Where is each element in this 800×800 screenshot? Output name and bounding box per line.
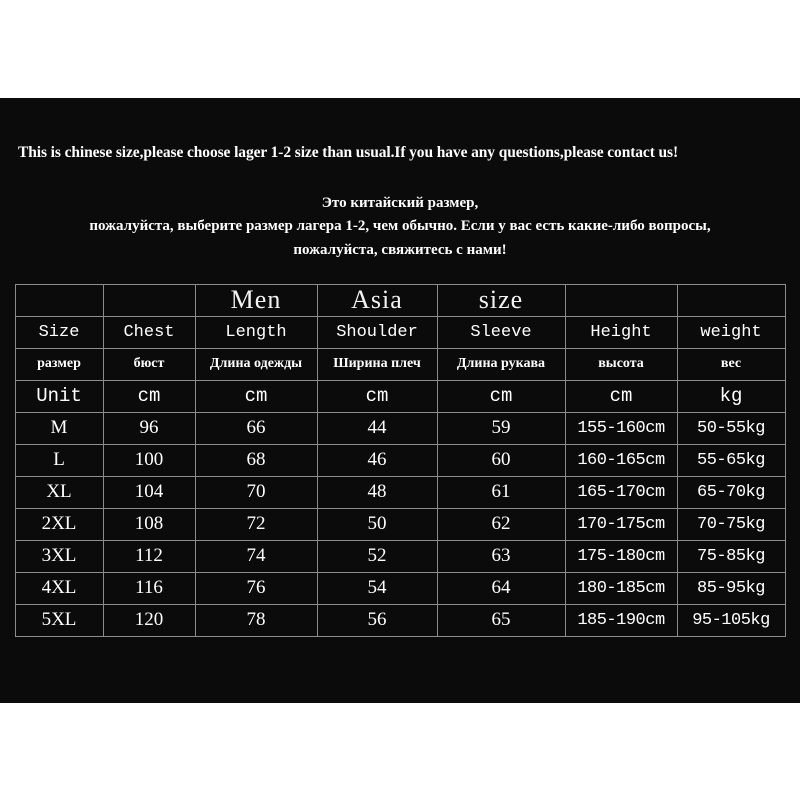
cell-length: 70 (195, 476, 317, 508)
cell-size: 2XL (15, 508, 103, 540)
header-length: Length (195, 316, 317, 348)
cell-weight: 95-105kg (677, 604, 785, 636)
cell-height: 155-160cm (565, 412, 677, 444)
cell-size: L (15, 444, 103, 476)
notice-russian-line-1: Это китайский размер, (321, 195, 479, 211)
cell-chest: 112 (103, 540, 195, 572)
cell-size: 5XL (15, 604, 103, 636)
table-row (15, 444, 785, 476)
cell-weight: 50-55kg (677, 412, 785, 444)
header-ru-length: Длина одежды (195, 348, 317, 380)
unit-height: cm (565, 380, 677, 412)
header-sleeve: Sleeve (437, 316, 565, 348)
cell-height: 180-185cm (565, 572, 677, 604)
cell-chest: 108 (103, 508, 195, 540)
cell-shoulder: 54 (317, 572, 437, 604)
cell-sleeve: 63 (437, 540, 565, 572)
cell-sleeve: 64 (437, 572, 565, 604)
table-row (15, 572, 785, 604)
cell-shoulder: 56 (317, 604, 437, 636)
cell-height: 170-175cm (565, 508, 677, 540)
cell-size: 3XL (15, 540, 103, 572)
cell-chest: 100 (103, 444, 195, 476)
cell-weight: 70-75kg (677, 508, 785, 540)
unit-label: Unit (15, 380, 103, 412)
cell-size: M (15, 412, 103, 444)
notice-english: This is chinese size,please choose lager 1-2 size than usual.If you have any questions,please contact us! (18, 144, 679, 161)
title-cell-5 (565, 284, 677, 316)
table-row (15, 476, 785, 508)
cell-sleeve: 61 (437, 476, 565, 508)
cell-height: 175-180cm (565, 540, 677, 572)
cell-sleeve: 60 (437, 444, 565, 476)
header-ru-shoulder: Ширина плеч (317, 348, 437, 380)
cell-length: 72 (195, 508, 317, 540)
size-table (15, 284, 786, 637)
cell-chest: 96 (103, 412, 195, 444)
cell-shoulder: 52 (317, 540, 437, 572)
title-cell-1 (103, 284, 195, 316)
title-cell-6 (677, 284, 785, 316)
cell-shoulder: 48 (317, 476, 437, 508)
title-cell-size: size (437, 284, 565, 316)
cell-length: 74 (195, 540, 317, 572)
cell-weight: 85-95kg (677, 572, 785, 604)
header-ru-chest: бюст (103, 348, 195, 380)
cell-weight: 55-65kg (677, 444, 785, 476)
header-size: Size (15, 316, 103, 348)
title-cell-asia: Asia (317, 284, 437, 316)
header-ru-size: размер (15, 348, 103, 380)
cell-chest: 120 (103, 604, 195, 636)
notice-russian-line-2: пожалуйста, выберите размер лагера 1-2, чем обычно. Если у вас есть какие-либо вопросы, (89, 218, 711, 235)
header-ru-sleeve: Длина рукава (437, 348, 565, 380)
cell-chest: 116 (103, 572, 195, 604)
unit-sleeve: cm (437, 380, 565, 412)
cell-length: 68 (195, 444, 317, 476)
cell-sleeve: 59 (437, 412, 565, 444)
cell-shoulder: 46 (317, 444, 437, 476)
unit-shoulder: cm (317, 380, 437, 412)
cell-length: 76 (195, 572, 317, 604)
cell-sleeve: 62 (437, 508, 565, 540)
notice-russian-line-3: пожалуйста, свяжитесь с нами! (293, 241, 507, 258)
unit-weight: kg (677, 380, 785, 412)
table-row (15, 412, 785, 444)
cell-sleeve: 65 (437, 604, 565, 636)
cell-shoulder: 50 (317, 508, 437, 540)
table-row (15, 508, 785, 540)
cell-weight: 65-70kg (677, 476, 785, 508)
cell-height: 160-165cm (565, 444, 677, 476)
title-cell-0 (15, 284, 103, 316)
cell-shoulder: 44 (317, 412, 437, 444)
table-unit-row (15, 380, 785, 412)
header-weight: weight (677, 316, 785, 348)
size-chart-image (0, 98, 800, 703)
title-cell-men: Men (195, 284, 317, 316)
header-chest: Chest (103, 316, 195, 348)
table-title-row (15, 284, 785, 316)
cell-weight: 75-85kg (677, 540, 785, 572)
header-ru-weight: вес (677, 348, 785, 380)
table-row (15, 540, 785, 572)
cell-height: 165-170cm (565, 476, 677, 508)
cell-length: 78 (195, 604, 317, 636)
cell-size: 4XL (15, 572, 103, 604)
cell-chest: 104 (103, 476, 195, 508)
cell-size: XL (15, 476, 103, 508)
notice-russian (0, 174, 800, 278)
unit-chest: cm (103, 380, 195, 412)
header-height: Height (565, 316, 677, 348)
header-ru-height: высота (565, 348, 677, 380)
cell-length: 66 (195, 412, 317, 444)
header-shoulder: Shoulder (317, 316, 437, 348)
table-row (15, 604, 785, 636)
table-header-row-ru (15, 348, 785, 380)
table-header-row-en (15, 316, 785, 348)
cell-height: 185-190cm (565, 604, 677, 636)
unit-length: cm (195, 380, 317, 412)
